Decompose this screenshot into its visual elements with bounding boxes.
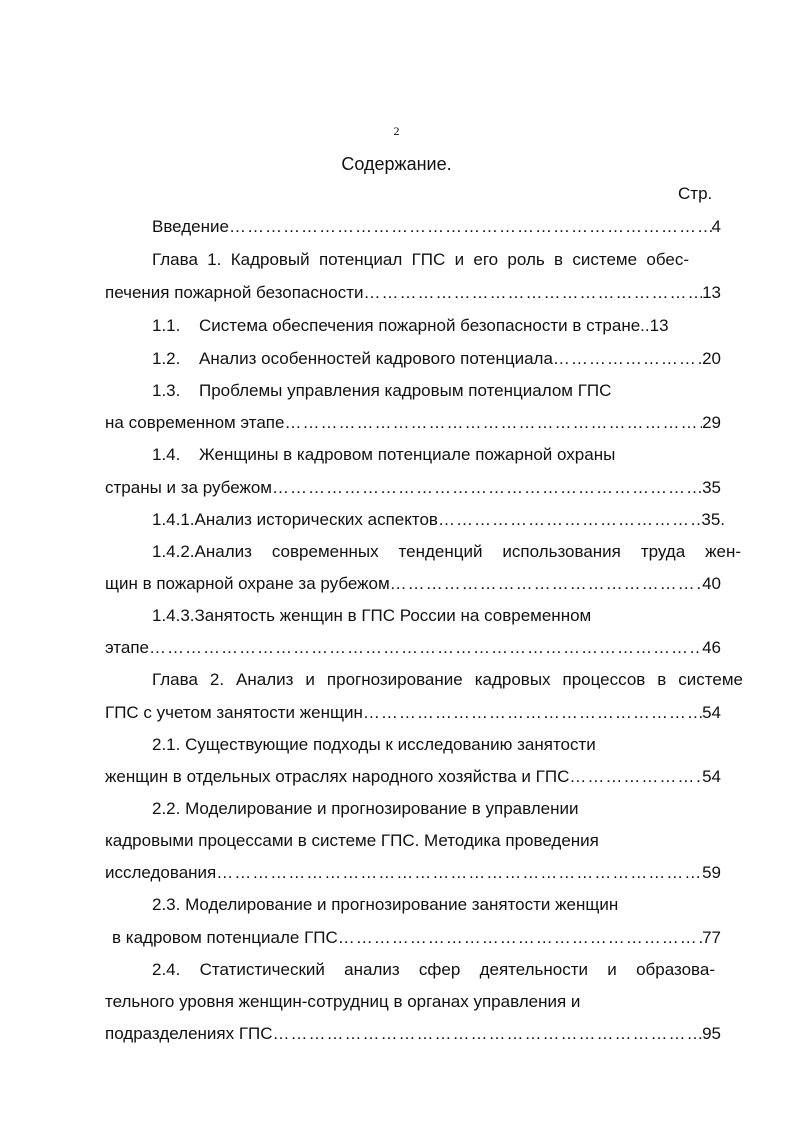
toc-section-2-2: 2.2. Моделирование и прогнозирование в управлении (152, 799, 579, 818)
toc-subsection-1-4-2: 1.4.2.Анализ современных тенденций использования труда жен- (152, 542, 741, 561)
toc-subsection-1-4-3-cont: этапе ………………………………………………………………………………………………………………………………………………… 46 (105, 638, 721, 658)
toc-page: 54 (702, 703, 721, 722)
toc-section-1-4-cont: страны и за рубежом ………………………………………………………………………………………………………………………………………………… 35 (105, 478, 721, 498)
toc-subsection-1-4-1: 1.4.1.Анализ исторических аспектов ………………………………………………………………………………………………………………………………………………… 35. (152, 510, 725, 530)
toc-section-2-3-cont: в кадровом потенциале ГПС ………………………………………………………………………………………………………………………………………………… 77 (112, 928, 721, 948)
toc-page: 29 (702, 413, 721, 432)
toc-page: 4 (711, 217, 721, 236)
toc-page: 95 (702, 1024, 721, 1043)
toc-page: 54 (702, 767, 721, 786)
toc-page: 13 (649, 316, 669, 335)
toc-chapter-1: Глава 1. Кадровый потенциал ГПС и его роль в системе обес- (152, 250, 689, 269)
toc-section-1-2: 1.2. Анализ особенностей кадрового потенциала ………………………………………………………………………………………………………………………………………………… 20 (152, 349, 721, 369)
toc-section-1-3-cont: на современном этапе ………………………………………………………………………………………………………………………………………………… 29 (105, 413, 721, 433)
toc-section-2-4: 2.4. Статистический анализ сфер деятельности и образова- (152, 960, 715, 979)
toc-chapter-2-cont: ГПС с учетом занятости женщин ………………………………………………………………………………………………………………………………………………… 54 (105, 703, 721, 723)
toc-page: 35 (702, 478, 721, 497)
toc-section-1-4: 1.4. Женщины в кадровом потенциале пожарной охраны (152, 445, 616, 464)
toc-page: 20 (702, 349, 721, 368)
toc-chapter-2: Глава 2. Анализ и прогнозирование кадровых процессов в системе (152, 670, 743, 689)
toc-section-2-4-cont: тельного уровня женщин-сотрудниц в органах управления и (105, 992, 581, 1011)
toc-page: 77 (702, 928, 721, 947)
toc-page: 13 (702, 283, 721, 302)
toc-section-2-1: 2.1. Существующие подходы к исследованию занятости (152, 735, 596, 754)
toc-section-2-1-cont: женщин в отдельных отраслях народного хозяйства и ГПС ………………………………………………………………………………………………………………………………………………… 54 (105, 767, 721, 787)
toc-page: 46 (702, 638, 721, 657)
page-column-header: Стр. (678, 184, 713, 203)
toc-section-2-2-cont2: исследования ………………………………………………………………………………………………………………………………………………… 59 (105, 863, 721, 883)
toc-section-2-3: 2.3. Моделирование и прогнозирование занятости женщин (152, 895, 619, 914)
toc-chapter-1-cont: печения пожарной безопасности ………………………………………………………………………………………………………………………………………………… 13 (105, 283, 721, 303)
page-number: 2 (393, 124, 400, 138)
toc-page: 59 (702, 863, 721, 882)
toc-section-2-4-cont2: подразделениях ГПС ………………………………………………………………………………………………………………………………………………… 95 (105, 1024, 721, 1044)
toc-entry-introduction: Введение ………………………………………………………………………………………………………………………………………………… 4 (152, 217, 721, 237)
toc-section-2-2-cont: кадровыми процессами в системе ГПС. Методика проведения (105, 831, 599, 850)
page-title: Содержание. (341, 154, 452, 174)
toc-subsection-1-4-3: 1.4.3.Занятость женщин в ГПС России на современном (152, 606, 592, 625)
toc-subsection-1-4-2-cont: щин в пожарной охране за рубежом ………………………………………………………………………………………………………………………………………………… 40 (105, 574, 721, 594)
toc-page: 35. (701, 510, 725, 529)
toc-section-1-1: 1.1. Система обеспечения пожарной безопасности в стране.. 13 (152, 316, 669, 335)
toc-page: 40 (702, 574, 721, 593)
toc-section-1-3: 1.3. Проблемы управления кадровым потенциалом ГПС (152, 381, 612, 400)
